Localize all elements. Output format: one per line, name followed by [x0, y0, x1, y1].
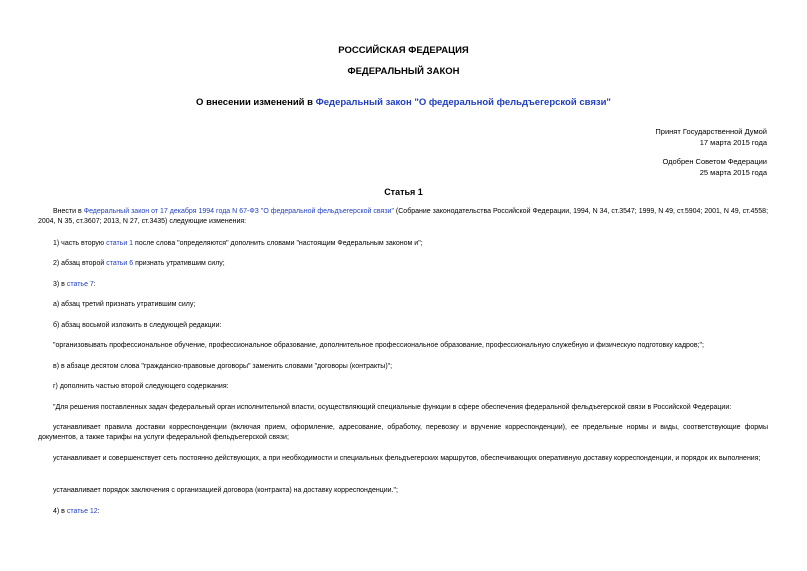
item-1-link[interactable]: статьи 1 [106, 240, 134, 247]
item-b: б) абзац восьмой изложить в следующей редакции: [53, 322, 222, 329]
item-g-paragraph-2: устанавливает правила доставки корреспонденции (включая прием, оформление, адресование, обработку, перевозку и вручение корреспонденции), ее предельные нормы и виды, соответствующие формы документов, а также тарифы на услуги федеральной фельдъегерской связи; [38, 424, 768, 441]
item-4-text-end: : [97, 508, 100, 515]
item-v: в) в абзаце десятом слова "гражданско-правовые договоры" заменить словами "договоры (контракты)"; [53, 363, 393, 370]
item-g-paragraph-3: устанавливает и совершенствует сеть постоянно действующих, а при необходимости и специальных фельдъегерских маршрутов, обеспечивающих оперативную доставку корреспонденции, и порядок их выполнения; [53, 455, 761, 462]
item-1-text: 1) часть вторую [53, 240, 107, 247]
item-3 [38, 280, 768, 290]
item-2-link[interactable]: статьи 6 [106, 260, 134, 267]
doc-type-heading: ФЕДЕРАЛЬНЫЙ ЗАКОН [347, 66, 460, 77]
intro-prefix: Внести в [53, 208, 84, 215]
item-2-text: 2) абзац второй [53, 260, 107, 267]
council-approval-line: Одобрен Советом Федерации [662, 157, 767, 166]
intro-paragraph [38, 207, 768, 227]
item-a: а) абзац третий признать утратившим силу; [53, 301, 196, 308]
item-4-link[interactable]: статье 12 [66, 508, 98, 515]
council-approval [662, 157, 767, 178]
item-3-text-end: : [93, 281, 96, 288]
item-3-link[interactable]: статье 7 [66, 281, 94, 288]
intro-law-link[interactable]: Федеральный закон от 17 декабря 1994 года N 67-ФЗ "О федеральной фельдъегерской связи" [83, 208, 394, 215]
item-4 [38, 507, 768, 517]
item-4-text: 4) в [53, 508, 67, 515]
council-approval-date: 25 марта 2015 года [699, 167, 767, 177]
item-g-paragraph-4: устанавливает порядок заключения с организацией договора (контракта) на доставку корреспонденции."; [53, 487, 398, 494]
item-1-text-end: после слова "определяются" дополнить словами "настоящим Федеральным законом и"; [133, 240, 423, 247]
duma-adoption-date: 17 марта 2015 года [699, 137, 767, 147]
item-3-text: 3) в [53, 281, 67, 288]
law-title-link[interactable]: Федеральный закон "О федеральной фельдъегерской связи" [315, 97, 611, 108]
item-1 [38, 239, 768, 249]
item-g-paragraph-1: "Для решения поставленных задач федеральный орган исполнительной власти, осуществляющий специальные функции в сфере обеспечения федеральной фельдъегерской связи в Российской Федерации: [53, 404, 732, 411]
item-b-quote: "организовывать профессиональное обучение, профессиональное образование, дополнительное профессиональное образование, профессиональную служебную и физическую подготовку кадров;"; [53, 342, 704, 349]
item-2-text-end: признать утратившим силу; [133, 260, 225, 267]
law-title [0, 97, 807, 108]
law-title-prefix: О внесении изменений в [196, 97, 316, 108]
duma-adoption [655, 127, 767, 148]
intro-suffix: (Собрание законодательства Российской Федерации, 1994, N 34, ст.3547; 1999, N 49, ст.5904; 2001, N 49, ст.4558; 2004, N 35, ст.3607; 2013, N 27, ст.3435) следующие изменения: [38, 208, 769, 225]
item-2 [38, 259, 768, 269]
article-title: Статья 1 [384, 187, 423, 197]
duma-adoption-line: Принят Государственной Думой [655, 127, 767, 136]
country-heading: РОССИЙСКАЯ ФЕДЕРАЦИЯ [338, 45, 469, 56]
item-g: г) дополнить частью второй следующего содержания: [53, 383, 229, 390]
